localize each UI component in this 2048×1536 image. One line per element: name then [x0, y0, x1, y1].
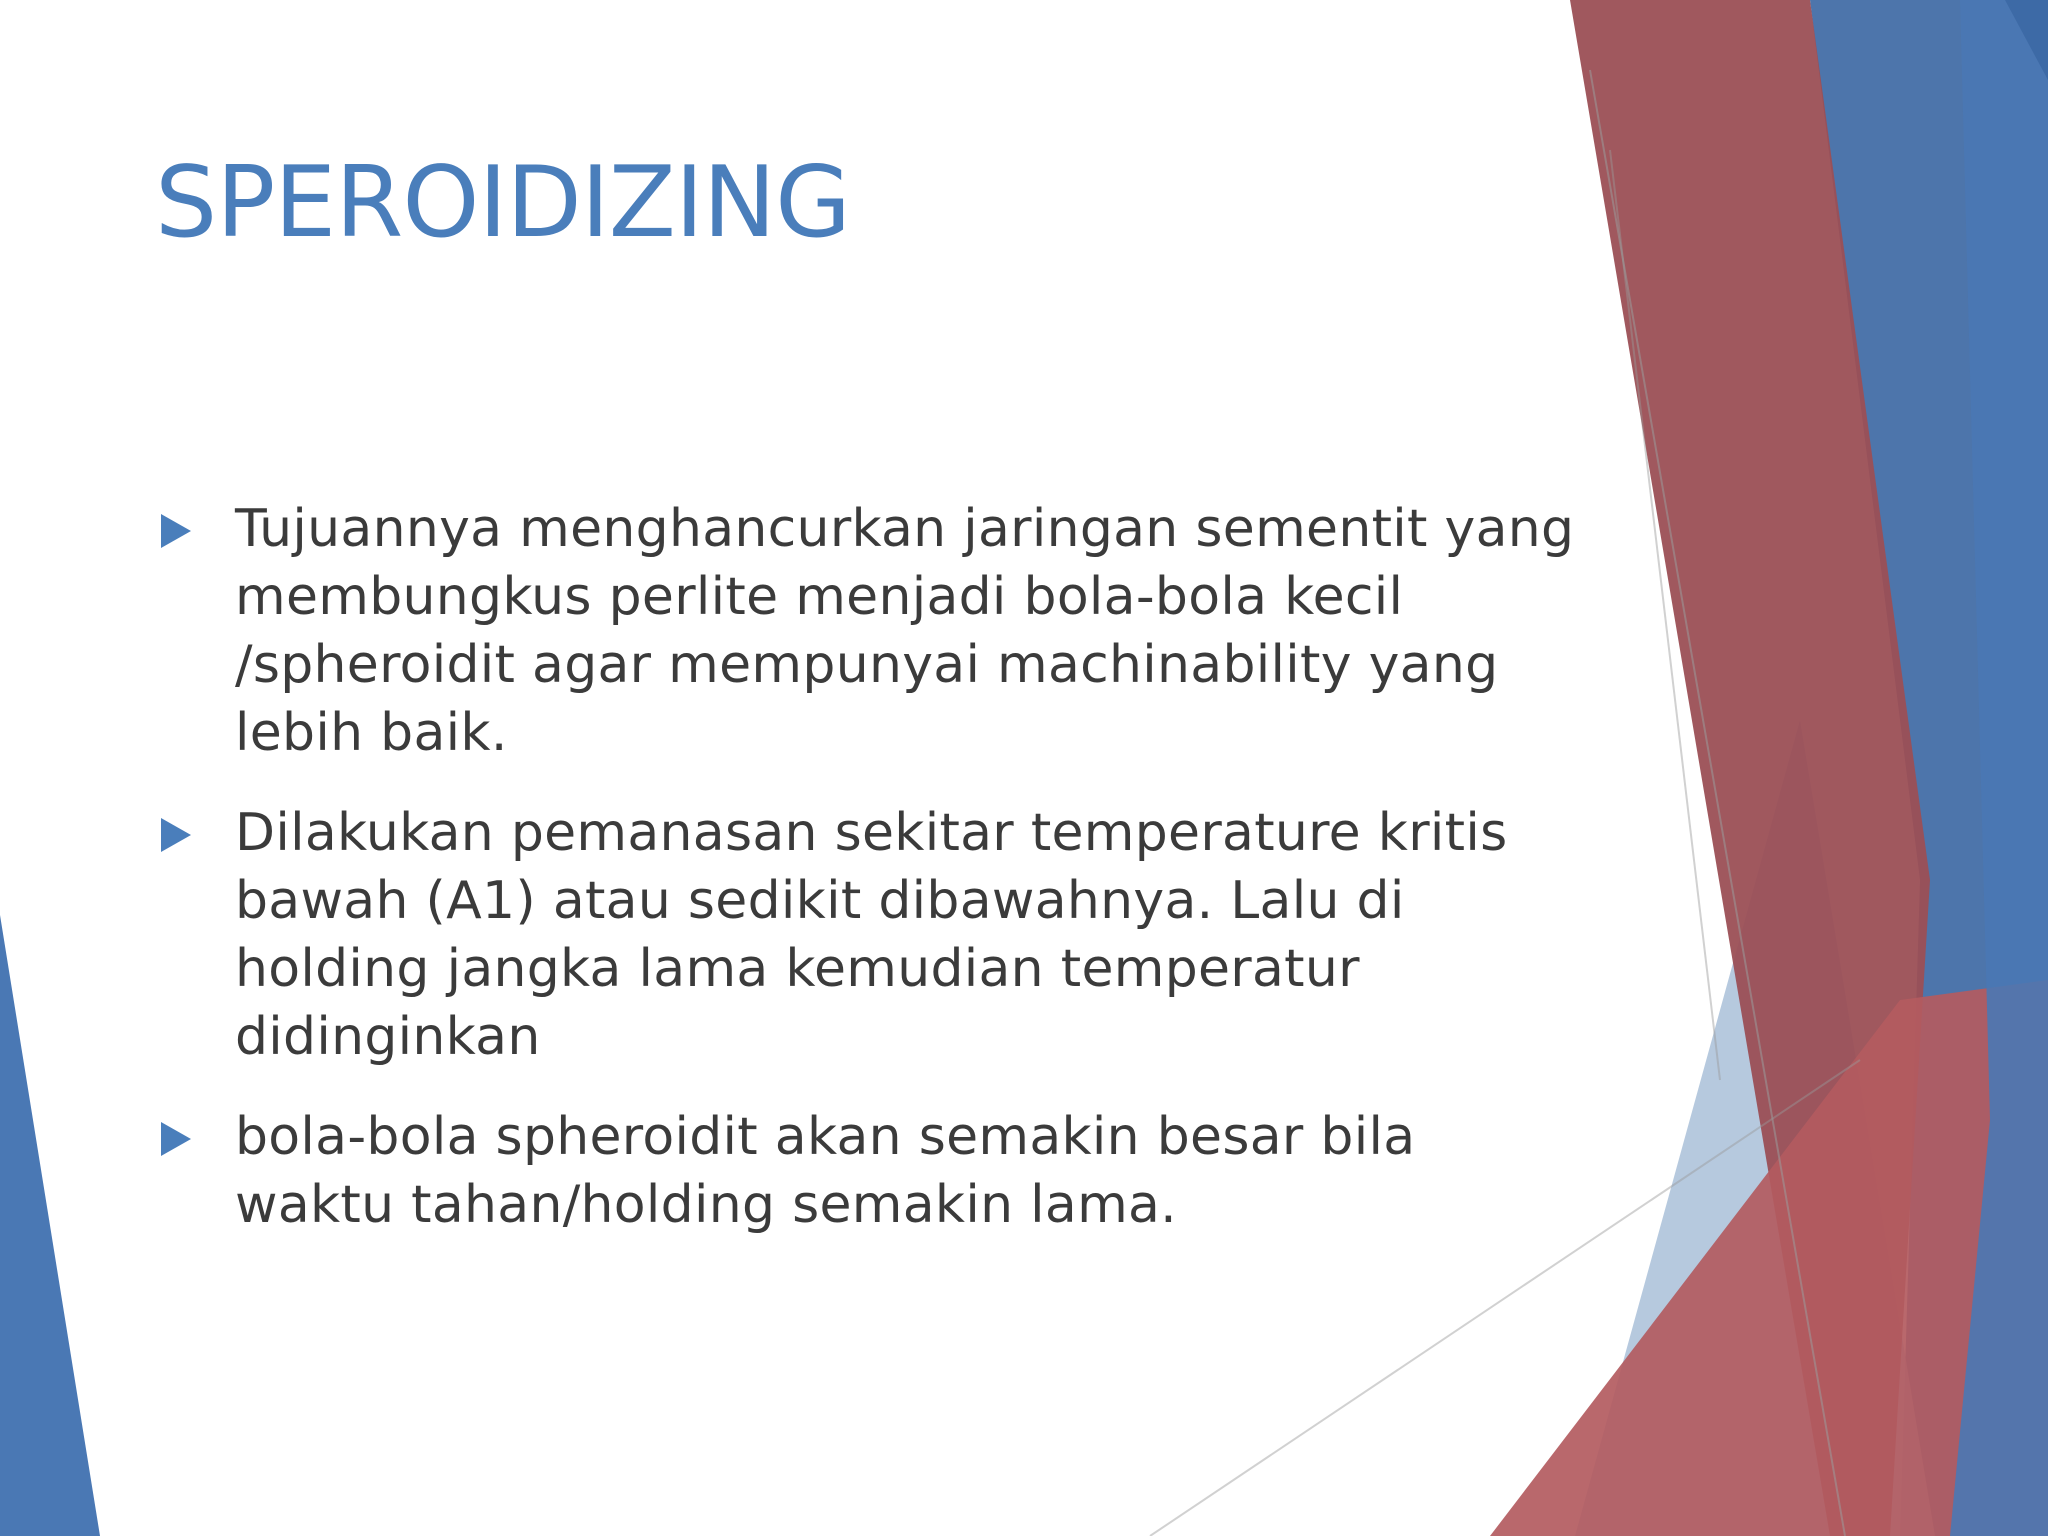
bullet-text: Dilakukan pemanasan sekitar temperature kritis bawah (A1) atau sedikit dibawahnya. Lalu di holding jangka lama kemudian temperatur didinginkan — [235, 803, 1508, 1067]
bullet-text: bola-bola spheroidit akan semakin besar bila waktu tahan/holding semakin lama. — [235, 1107, 1416, 1235]
left-blue-sliver — [0, 915, 100, 1536]
slide-title: SPEROIDIZING — [155, 146, 851, 260]
bullet-text: Tujuannya menghancurkan jaringan sementit yang membungkus perlite menjadi bola-bola kecil /spheroidit agar mempunyai machinability yang lebih baik. — [235, 499, 1575, 763]
triangle-right-icon — [161, 1122, 191, 1156]
bullet-item-1 — [155, 495, 1575, 767]
bullet-item-3 — [155, 1103, 1575, 1239]
bullet-list — [155, 495, 1575, 1271]
triangle-right-icon — [161, 514, 191, 548]
triangle-right-icon — [161, 818, 191, 852]
bullet-item-2 — [155, 799, 1575, 1071]
